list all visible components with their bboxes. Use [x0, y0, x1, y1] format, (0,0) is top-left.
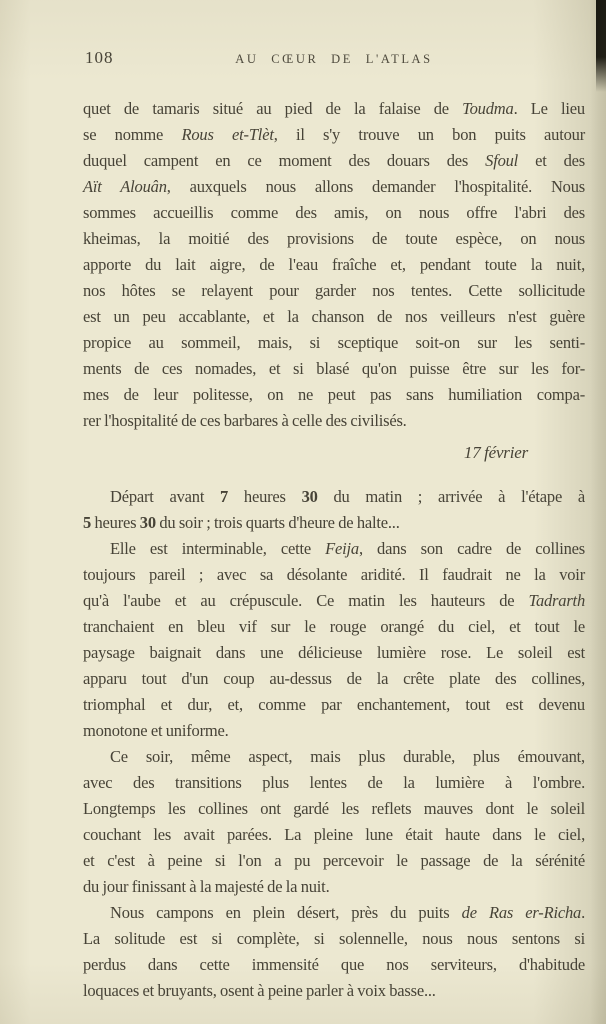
text-segment: Aït Alouân — [83, 177, 167, 196]
paragraph — [83, 744, 585, 900]
text-segment: Longtemps les collines ont gardé les reflets mauves dont le soleil — [83, 799, 585, 818]
text-segment: couchant les avait parées. La pleine lune était haute dans le ciel, — [83, 825, 585, 844]
text-segment: La solitude est si complète, si solennelle, nous nous sentons si — [83, 929, 585, 948]
text-segment: kheimas, la moitié des provisions de toute espèce, on nous — [83, 229, 585, 248]
text-segment: Ce soir, même aspect, mais plus durable, plus émouvant, — [110, 747, 585, 766]
text-segment: perdus dans cette immensité que nos serviteurs, d'habitude — [83, 955, 585, 974]
text-line — [83, 926, 585, 952]
paragraph — [83, 96, 585, 434]
text-segment: loquaces et bruyants, osent à peine parler à voix basse... — [83, 981, 436, 1000]
text-line — [83, 96, 585, 122]
running-title: AU CŒUR DE L'ATLAS — [235, 52, 433, 66]
text-line — [83, 848, 585, 874]
text-segment: heures — [228, 487, 302, 506]
text-line — [83, 588, 585, 614]
text-line — [83, 692, 585, 718]
text-line — [83, 718, 585, 744]
text-line — [83, 614, 585, 640]
page-body — [83, 96, 585, 1004]
paragraph — [83, 900, 585, 1004]
text-segment: triomphal et dur, et, comme par enchantement, tout est devenu — [83, 695, 585, 714]
text-line — [83, 874, 585, 900]
text-line — [83, 304, 585, 330]
text-segment: Feija — [325, 539, 359, 558]
text-segment: du jour finissant à la majesté de la nuit. — [83, 877, 330, 896]
text-line — [83, 252, 585, 278]
text-line — [83, 666, 585, 692]
page-number: 108 — [85, 48, 114, 67]
text-segment: Sfoul — [485, 151, 519, 170]
text-segment: quet de tamaris situé au pied de la falaise de — [83, 99, 463, 118]
text-line — [83, 356, 585, 382]
text-segment: Elle est interminable, cette — [110, 539, 326, 558]
text-segment: Toudma — [462, 99, 514, 118]
text-segment: du soir ; trois quarts d'heure de halte... — [155, 513, 400, 532]
text-segment: toujours pareil ; avec sa désolante aridité. Il faudrait ne la voir — [83, 565, 585, 584]
text-segment: du matin ; arrivée à l'étape à — [317, 487, 586, 506]
scan-corner-mark — [596, 0, 606, 92]
text-segment: paysage baignait dans une délicieuse lumière rose. Le soleil est — [83, 643, 585, 662]
text-segment: . Le lieu — [513, 99, 585, 118]
text-line — [83, 952, 585, 978]
text-segment: Rous et-Tlèt — [181, 125, 274, 144]
text-segment: se nomme — [83, 125, 182, 144]
text-line — [83, 148, 585, 174]
text-segment: et des — [518, 151, 585, 170]
text-line — [83, 408, 585, 434]
text-segment: , il s'y trouve un bon puits autour — [273, 125, 585, 144]
text-line — [83, 978, 585, 1004]
text-line — [83, 822, 585, 848]
text-segment: monotone et uniforme. — [83, 721, 229, 740]
page-header — [83, 48, 585, 72]
text-line — [83, 510, 585, 536]
text-line — [83, 174, 585, 200]
text-segment: ments de ces nomades, et si blasé qu'on puisse être sur les for- — [83, 359, 585, 378]
text-segment: apporte du lait aigre, de l'eau fraîche et, pendant toute la nuit, — [83, 255, 585, 274]
text-segment: Départ avant — [110, 487, 221, 506]
text-line — [83, 900, 585, 926]
text-segment: et c'est à peine si l'on a pu percevoir le passage de la sérénité — [83, 851, 585, 870]
text-segment: rer l'hospitalité de ces barbares à celle des civilisés. — [83, 411, 407, 430]
text-line — [83, 640, 585, 666]
text-segment: heures — [91, 513, 140, 532]
text-segment: propice au sommeil, mais, si sceptique soit-on sur les senti- — [83, 333, 585, 352]
text-segment: sommes accueillis comme des amis, on nous offre l'abri des — [83, 203, 585, 222]
text-line — [83, 796, 585, 822]
text-segment: . — [581, 903, 585, 922]
text-line — [83, 382, 585, 408]
text-line — [83, 278, 585, 304]
text-line — [83, 200, 585, 226]
text-segment: duquel campent en ce moment des douars des — [83, 151, 486, 170]
text-segment: Nous campons en plein désert, près du puits — [110, 903, 462, 922]
text-segment: 30 — [301, 487, 318, 506]
text-segment: avec des transitions plus lentes de la lumière à l'ombre. — [83, 773, 585, 792]
text-segment: qu'à l'aube et au crépuscule. Ce matin les hauteurs de — [83, 591, 529, 610]
text-line — [83, 122, 585, 148]
text-segment: 7 — [220, 487, 229, 506]
text-segment: est un peu accablante, et la chanson de nos veilleurs n'est guère — [83, 307, 585, 326]
text-segment: apparu tout d'un coup au-dessus de la crête plate des collines, — [83, 669, 585, 688]
text-segment: tranchaient en bleu vif sur le rouge orangé du ciel, et tout le — [83, 617, 585, 636]
text-segment: , dans son cadre de collines — [358, 539, 585, 558]
text-line — [83, 484, 585, 510]
text-line — [83, 536, 585, 562]
text-line — [83, 226, 585, 252]
text-segment: 5 — [83, 513, 92, 532]
text-segment: Tadrarth — [528, 591, 585, 610]
paragraph — [83, 536, 585, 744]
text-line — [83, 744, 585, 770]
text-segment: 30 — [139, 513, 156, 532]
section-heading: 17 février — [463, 443, 528, 462]
text-line — [83, 330, 585, 356]
text-line — [83, 562, 585, 588]
text-line — [83, 770, 585, 796]
text-segment: nos hôtes se relayent pour garder nos tentes. Cette sollicitude — [83, 281, 585, 300]
paragraph — [83, 484, 585, 536]
text-segment: , auxquels nous allons demander l'hospitalité. Nous — [166, 177, 585, 196]
scan-edge-shadow — [590, 0, 606, 1024]
text-segment: mes de leur politesse, on ne peut pas sans humiliation compa- — [83, 385, 585, 404]
text-segment: de Ras er-Richa — [461, 903, 582, 922]
